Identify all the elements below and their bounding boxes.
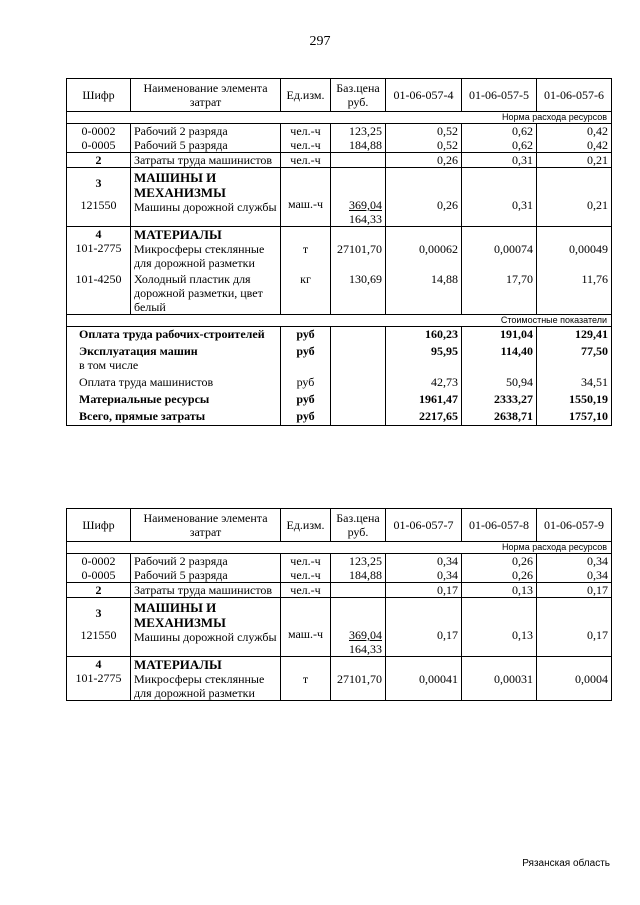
summary-row: [67, 372, 612, 389]
price-main: 369,04: [349, 628, 382, 642]
row-value: 0,17: [386, 598, 462, 657]
summary-value: 114,40: [462, 341, 537, 358]
row-unit: маш.-ч: [281, 168, 331, 227]
row-price: [331, 153, 386, 168]
resource-name: Машины дорожной службы: [134, 200, 277, 214]
summary-unit: руб: [281, 341, 331, 358]
row-value: 0,31: [462, 168, 537, 227]
row-value: 0,00062: [386, 227, 462, 271]
row-value: 0,00074: [462, 227, 537, 271]
table-row: [67, 554, 612, 569]
summary-empty: [331, 358, 386, 372]
row-value: 0,31: [462, 153, 537, 168]
section-code: 3: [95, 176, 102, 190]
summary-unit: руб: [281, 389, 331, 406]
summary-label: Всего, прямые затраты: [67, 406, 281, 426]
row-unit: чел.-ч: [281, 138, 331, 153]
header-unit: Ед.изм.: [281, 509, 331, 542]
row-value: 11,76: [537, 270, 612, 315]
row-unit: чел.-ч: [281, 583, 331, 598]
summary-empty: [462, 358, 537, 372]
row-value: 17,70: [462, 270, 537, 315]
header-code: Шифр: [67, 79, 131, 112]
resource-code: 121550: [80, 198, 117, 212]
table-row: [67, 138, 612, 153]
row-code: [67, 168, 131, 227]
row-unit: маш.-ч: [281, 598, 331, 657]
row-unit: т: [281, 657, 331, 701]
table-row: [67, 124, 612, 139]
summary-value: 42,73: [386, 372, 462, 389]
row-name: Затраты труда машинистов: [131, 153, 281, 168]
row-unit: т: [281, 227, 331, 271]
header-col: 01-06-057-7: [386, 509, 462, 542]
row-price: 27101,70: [331, 657, 386, 701]
row-code: 0-0002: [67, 554, 131, 569]
summary-value: 95,95: [386, 341, 462, 358]
summary-value: 2333,27: [462, 389, 537, 406]
price-secondary: 164,33: [349, 212, 382, 226]
table-row: [67, 598, 612, 657]
table-row: [67, 583, 612, 598]
row-code: 2: [67, 583, 131, 598]
row-name: Рабочий 5 разряда: [131, 568, 281, 583]
row-value: 0,13: [462, 583, 537, 598]
row-value: 0,0004: [537, 657, 612, 701]
price-secondary: 164,33: [349, 642, 382, 656]
header-col: 01-06-057-4: [386, 79, 462, 112]
table-header-row: [67, 509, 612, 542]
row-code: 101-4250: [67, 270, 131, 315]
summary-empty: [386, 358, 462, 372]
row-unit: чел.-ч: [281, 124, 331, 139]
row-price: 27101,70: [331, 227, 386, 271]
row-name: Рабочий 2 разряда: [131, 124, 281, 139]
summary-value: 129,41: [537, 327, 612, 342]
row-name: Рабочий 2 разряда: [131, 554, 281, 569]
page-number: 297: [309, 34, 331, 49]
row-value: 0,26: [462, 568, 537, 583]
summary-unit: руб: [281, 327, 331, 342]
row-name: Холодный пластик для дорожной разметки, цвет белый: [131, 270, 281, 315]
row-code: 0-0005: [67, 568, 131, 583]
summary-unit: руб: [281, 372, 331, 389]
summary-label: Эксплуатация машин: [67, 341, 281, 358]
summary-row: [67, 358, 612, 372]
table-row: [67, 227, 612, 271]
row-unit: чел.-ч: [281, 554, 331, 569]
row-price: 184,88: [331, 138, 386, 153]
row-value: 0,42: [537, 124, 612, 139]
row-value: 0,52: [386, 138, 462, 153]
summary-empty: [537, 358, 612, 372]
row-price: [331, 168, 386, 227]
norma-label: Норма расхода ресурсов: [67, 542, 612, 554]
resource-name: Микросферы стеклянные для дорожной разметки: [134, 242, 265, 270]
resource-name: Машины дорожной службы: [134, 630, 277, 644]
summary-row: [67, 389, 612, 406]
row-code: 0-0005: [67, 138, 131, 153]
norma-label: Норма расхода ресурсов: [67, 112, 612, 124]
summary-value: 2217,65: [386, 406, 462, 426]
resource-code: 121550: [80, 628, 117, 642]
table-row: [67, 568, 612, 583]
row-name: Рабочий 5 разряда: [131, 138, 281, 153]
row-name: [131, 657, 281, 701]
row-value: 0,21: [537, 153, 612, 168]
row-value: 0,34: [386, 554, 462, 569]
table-row: [67, 153, 612, 168]
summary-value: 1550,19: [537, 389, 612, 406]
header-name: Наименование элемента затрат: [131, 79, 281, 112]
row-unit: чел.-ч: [281, 153, 331, 168]
row-code: [67, 227, 131, 271]
row-value: 0,17: [537, 583, 612, 598]
summary-empty: [281, 358, 331, 372]
row-price: 184,88: [331, 568, 386, 583]
row-code: [67, 657, 131, 701]
summary-value: 1757,10: [537, 406, 612, 426]
row-price: [331, 598, 386, 657]
row-code: [67, 598, 131, 657]
summary-label: Материальные ресурсы: [67, 389, 281, 406]
section-title: МАТЕРИАЛЫ: [134, 657, 222, 672]
row-value: 0,26: [386, 168, 462, 227]
header-price: Баз.цена руб.: [331, 79, 386, 112]
row-value: 0,00041: [386, 657, 462, 701]
resource-code: 101-2775: [75, 671, 122, 685]
section-title: МАШИНЫ И МЕХАНИЗМЫ: [134, 170, 226, 200]
summary-value: 160,23: [386, 327, 462, 342]
row-value: 0,42: [537, 138, 612, 153]
summary-label: Оплата труда машинистов: [67, 372, 281, 389]
summary-label: Оплата труда рабочих-строителей: [67, 327, 281, 342]
summary-empty: [331, 372, 386, 389]
summary-value: 1961,47: [386, 389, 462, 406]
header-col: 01-06-057-8: [462, 509, 537, 542]
header-col: 01-06-057-6: [537, 79, 612, 112]
price-main: 369,04: [349, 198, 382, 212]
summary-value: 50,94: [462, 372, 537, 389]
table-row: [67, 270, 612, 315]
row-price: 130,69: [331, 270, 386, 315]
row-value: 0,62: [462, 124, 537, 139]
summary-value: 2638,71: [462, 406, 537, 426]
cost-label: Стоимостные показатели: [67, 315, 612, 327]
table-row: [67, 657, 612, 701]
row-price: [331, 583, 386, 598]
row-value: 14,88: [386, 270, 462, 315]
header-col: 01-06-057-5: [462, 79, 537, 112]
row-value: 0,21: [537, 168, 612, 227]
row-value: 0,00049: [537, 227, 612, 271]
summary-row: [67, 341, 612, 358]
resource-table-2: [66, 508, 612, 701]
summary-empty: [331, 406, 386, 426]
row-value: 0,00031: [462, 657, 537, 701]
row-price: 123,25: [331, 554, 386, 569]
section-code: 3: [95, 606, 102, 620]
header-name: Наименование элемента затрат: [131, 509, 281, 542]
cost-row: [67, 315, 612, 327]
header-code: Шифр: [67, 509, 131, 542]
row-value: 0,34: [386, 568, 462, 583]
summary-row: [67, 327, 612, 342]
summary-empty: [331, 341, 386, 358]
table-header-row: [67, 79, 612, 112]
resource-code: 101-2775: [75, 241, 122, 255]
header-unit: Ед.изм.: [281, 79, 331, 112]
section-title: МАТЕРИАЛЫ: [134, 227, 222, 242]
row-name: Затраты труда машинистов: [131, 583, 281, 598]
row-value: 0,34: [537, 568, 612, 583]
row-value: 0,13: [462, 598, 537, 657]
summary-unit: руб: [281, 406, 331, 426]
summary-empty: [331, 327, 386, 342]
section-title: МАШИНЫ И МЕХАНИЗМЫ: [134, 600, 226, 630]
row-unit: кг: [281, 270, 331, 315]
section-code: 4: [95, 657, 102, 671]
row-name: [131, 227, 281, 271]
row-code: 2: [67, 153, 131, 168]
row-name: [131, 168, 281, 227]
summary-label: в том числе: [67, 358, 281, 372]
norma-row: [67, 542, 612, 554]
row-value: 0,17: [386, 583, 462, 598]
row-name: [131, 598, 281, 657]
row-value: 0,62: [462, 138, 537, 153]
header-price: Баз.цена руб.: [331, 509, 386, 542]
summary-value: 77,50: [537, 341, 612, 358]
row-value: 0,26: [462, 554, 537, 569]
summary-value: 191,04: [462, 327, 537, 342]
summary-row: [67, 406, 612, 426]
norma-row: [67, 112, 612, 124]
table-row: [67, 168, 612, 227]
row-value: 0,26: [386, 153, 462, 168]
footer-region: Рязанская область: [522, 858, 610, 869]
resource-table-1: [66, 78, 612, 426]
summary-empty: [331, 389, 386, 406]
row-code: 0-0002: [67, 124, 131, 139]
section-code: 4: [95, 227, 102, 241]
header-col: 01-06-057-9: [537, 509, 612, 542]
row-unit: чел.-ч: [281, 568, 331, 583]
resource-name: Микросферы стеклянные для дорожной разметки: [134, 672, 265, 700]
summary-value: 34,51: [537, 372, 612, 389]
row-price: 123,25: [331, 124, 386, 139]
row-value: 0,34: [537, 554, 612, 569]
row-value: 0,17: [537, 598, 612, 657]
row-value: 0,52: [386, 124, 462, 139]
